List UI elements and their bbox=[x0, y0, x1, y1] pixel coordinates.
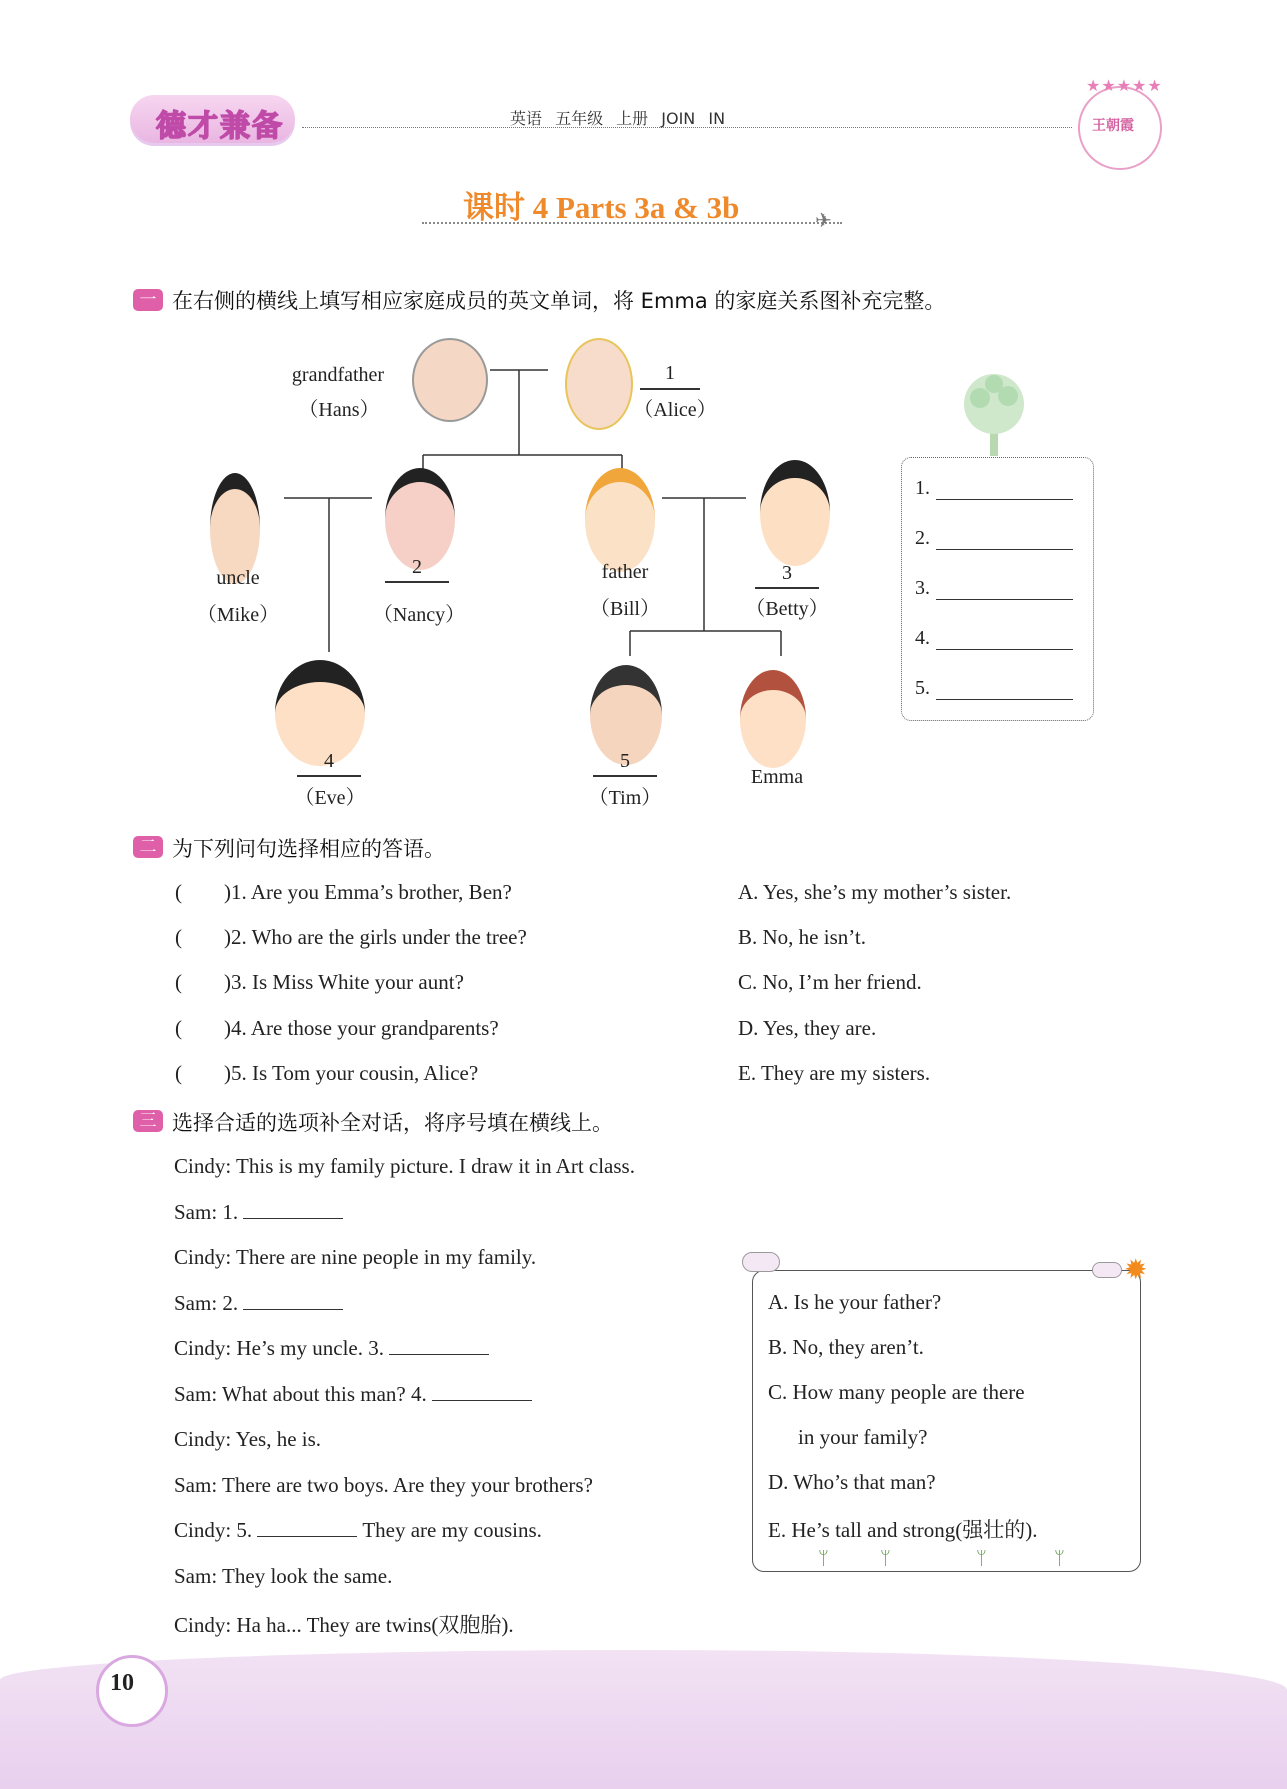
dialogue-line-5 bbox=[174, 1336, 489, 1361]
page-number: 10 bbox=[110, 1670, 134, 1696]
question-1[interactable]: ( )1. Are you Emma’s brother, Ben? bbox=[175, 880, 512, 904]
answer-row-4[interactable] bbox=[915, 627, 1073, 650]
answer-row-5[interactable] bbox=[915, 677, 1073, 700]
answer-blank[interactable] bbox=[936, 579, 1073, 600]
sun-icon: ✹ bbox=[1124, 1253, 1148, 1286]
question-2[interactable]: ( )2. Who are the girls under the tree? bbox=[175, 925, 527, 949]
answer-label: 5. bbox=[915, 677, 930, 699]
grandmother-number: 1 bbox=[665, 362, 675, 384]
grandfather-role: grandfather bbox=[291, 364, 385, 386]
dialogue-line-4 bbox=[174, 1291, 343, 1316]
answer-row-1[interactable] bbox=[915, 477, 1073, 500]
emma-portrait bbox=[740, 670, 806, 768]
dialogue-text: Sam: What about this man? 4. bbox=[174, 1382, 427, 1406]
option-c-cont: in your family? bbox=[798, 1425, 928, 1449]
answer-label: 4. bbox=[915, 627, 930, 649]
sprout-icon: ᛘ bbox=[976, 1548, 987, 1569]
bird-icon: ✈ bbox=[815, 208, 832, 232]
answer-blank[interactable] bbox=[936, 479, 1073, 500]
option-e: E. He’s tall and strong(强壮的). bbox=[768, 1518, 1038, 1542]
dialogue-blank-3[interactable] bbox=[389, 1336, 489, 1355]
mother-number: 3 bbox=[782, 562, 792, 584]
lesson-title: 课时 4 Parts 3a & 3b bbox=[463, 190, 740, 225]
option-d: D. Who’s that man? bbox=[768, 1470, 936, 1494]
answer-blank[interactable] bbox=[936, 529, 1073, 550]
grandmother-portrait bbox=[565, 338, 633, 430]
dialogue-blank-4[interactable] bbox=[432, 1382, 532, 1401]
father-name: （Bill） bbox=[589, 598, 660, 620]
question-3[interactable]: ( )3. Is Miss White your aunt? bbox=[175, 970, 464, 994]
answer-row-3[interactable] bbox=[915, 577, 1073, 600]
section3-badge: 三 bbox=[133, 1110, 163, 1132]
dialogue-line-3: Cindy: There are nine people in my family. bbox=[174, 1245, 537, 1269]
section1-badge: 一 bbox=[133, 289, 163, 311]
sprout-icon: ᛘ bbox=[880, 1548, 891, 1569]
aunt-name: （Nancy） bbox=[372, 604, 466, 626]
seal-text: 王朝霞 bbox=[1092, 119, 1134, 134]
answer-row-2[interactable] bbox=[915, 527, 1073, 550]
aunt-blank bbox=[385, 581, 449, 583]
dialogue-line-11: Cindy: Ha ha... They are twins(双胞胎). bbox=[174, 1613, 514, 1637]
mother-name: （Betty） bbox=[745, 598, 829, 620]
section2-badge: 二 bbox=[133, 836, 163, 858]
grandfather-portrait bbox=[412, 338, 488, 422]
dialogue-line-1: Cindy: This is my family picture. I draw it in Art class. bbox=[174, 1154, 635, 1178]
dialogue-text: Cindy: 5. bbox=[174, 1518, 253, 1542]
emma-name: Emma bbox=[750, 766, 804, 788]
father-role: father bbox=[601, 561, 649, 583]
dialogue-blank-5[interactable] bbox=[257, 1518, 357, 1537]
reply-c: C. No, I’m her friend. bbox=[738, 970, 922, 994]
option-c: C. How many people are there bbox=[768, 1380, 1025, 1404]
tree-icon bbox=[950, 368, 1040, 458]
cousin-name: （Eve） bbox=[294, 787, 366, 809]
answer-label: 1. bbox=[915, 477, 930, 499]
cloud-icon bbox=[742, 1252, 780, 1272]
aunt-number: 2 bbox=[412, 556, 422, 578]
brother-number: 5 bbox=[620, 750, 630, 772]
section2-instruction: 为下列问句选择相应的答语。 bbox=[172, 837, 445, 861]
answer-label: 3. bbox=[915, 577, 930, 599]
dialogue-line-6 bbox=[174, 1382, 532, 1407]
dialogue-blank-1[interactable] bbox=[243, 1200, 343, 1219]
dialogue-line-9 bbox=[174, 1518, 542, 1543]
footer-band bbox=[0, 1650, 1287, 1789]
question-4[interactable]: ( )4. Are those your grandparents? bbox=[175, 1016, 499, 1040]
grandmother-name: （Alice） bbox=[633, 399, 717, 421]
dialogue-blank-2[interactable] bbox=[243, 1291, 343, 1310]
dialogue-line-7: Cindy: Yes, he is. bbox=[174, 1427, 322, 1451]
aunt-portrait bbox=[385, 468, 455, 570]
seal-stars: ★★★★★ bbox=[1086, 76, 1163, 95]
dialogue-line-8: Sam: There are two boys. Are they your brothers? bbox=[174, 1473, 593, 1497]
question-5[interactable]: ( )5. Is Tom your cousin, Alice? bbox=[175, 1061, 479, 1085]
answer-label: 2. bbox=[915, 527, 930, 549]
sprout-icon: ᛘ bbox=[1054, 1548, 1065, 1569]
mother-blank bbox=[755, 587, 819, 589]
logo-text: 德才兼备 bbox=[156, 109, 284, 144]
uncle-name: （Mike） bbox=[196, 604, 280, 626]
dialogue-line-10: Sam: They look the same. bbox=[174, 1564, 393, 1588]
option-b: B. No, they aren’t. bbox=[768, 1335, 924, 1359]
sprout-icon: ᛘ bbox=[818, 1548, 829, 1569]
section3-instruction: 选择合适的选项补全对话，将序号填在横线上。 bbox=[172, 1111, 613, 1135]
cloud-icon bbox=[1092, 1262, 1122, 1278]
cousin-number: 4 bbox=[324, 750, 334, 772]
grandmother-blank bbox=[640, 388, 700, 390]
reply-a: A. Yes, she’s my mother’s sister. bbox=[738, 880, 1012, 904]
dialogue-text: Cindy: He’s my uncle. 3. bbox=[174, 1336, 384, 1360]
answer-blank[interactable] bbox=[936, 679, 1073, 700]
brother-name: （Tim） bbox=[588, 787, 662, 809]
header-info: 英语 五年级 上册 JOIN IN bbox=[510, 109, 726, 128]
dialogue-text: Sam: 2. bbox=[174, 1291, 239, 1315]
father-portrait bbox=[585, 468, 655, 572]
mother-portrait bbox=[760, 460, 830, 566]
reply-d: D. Yes, they are. bbox=[738, 1016, 877, 1040]
reply-e: E. They are my sisters. bbox=[738, 1061, 931, 1085]
grandfather-name: （Hans） bbox=[298, 399, 380, 421]
dialogue-text: Sam: 1. bbox=[174, 1200, 239, 1224]
dialogue-text: They are my cousins. bbox=[362, 1518, 542, 1542]
answer-blank[interactable] bbox=[936, 629, 1073, 650]
cousin-blank bbox=[297, 775, 361, 777]
reply-b: B. No, he isn’t. bbox=[738, 925, 866, 949]
uncle-role: uncle bbox=[216, 567, 260, 589]
section1-instruction: 在右侧的横线上填写相应家庭成员的英文单词，将 Emma 的家庭关系图补充完整。 bbox=[172, 289, 946, 313]
dialogue-line-2 bbox=[174, 1200, 343, 1225]
brother-blank bbox=[593, 775, 657, 777]
option-a: A. Is he your father? bbox=[768, 1290, 942, 1314]
